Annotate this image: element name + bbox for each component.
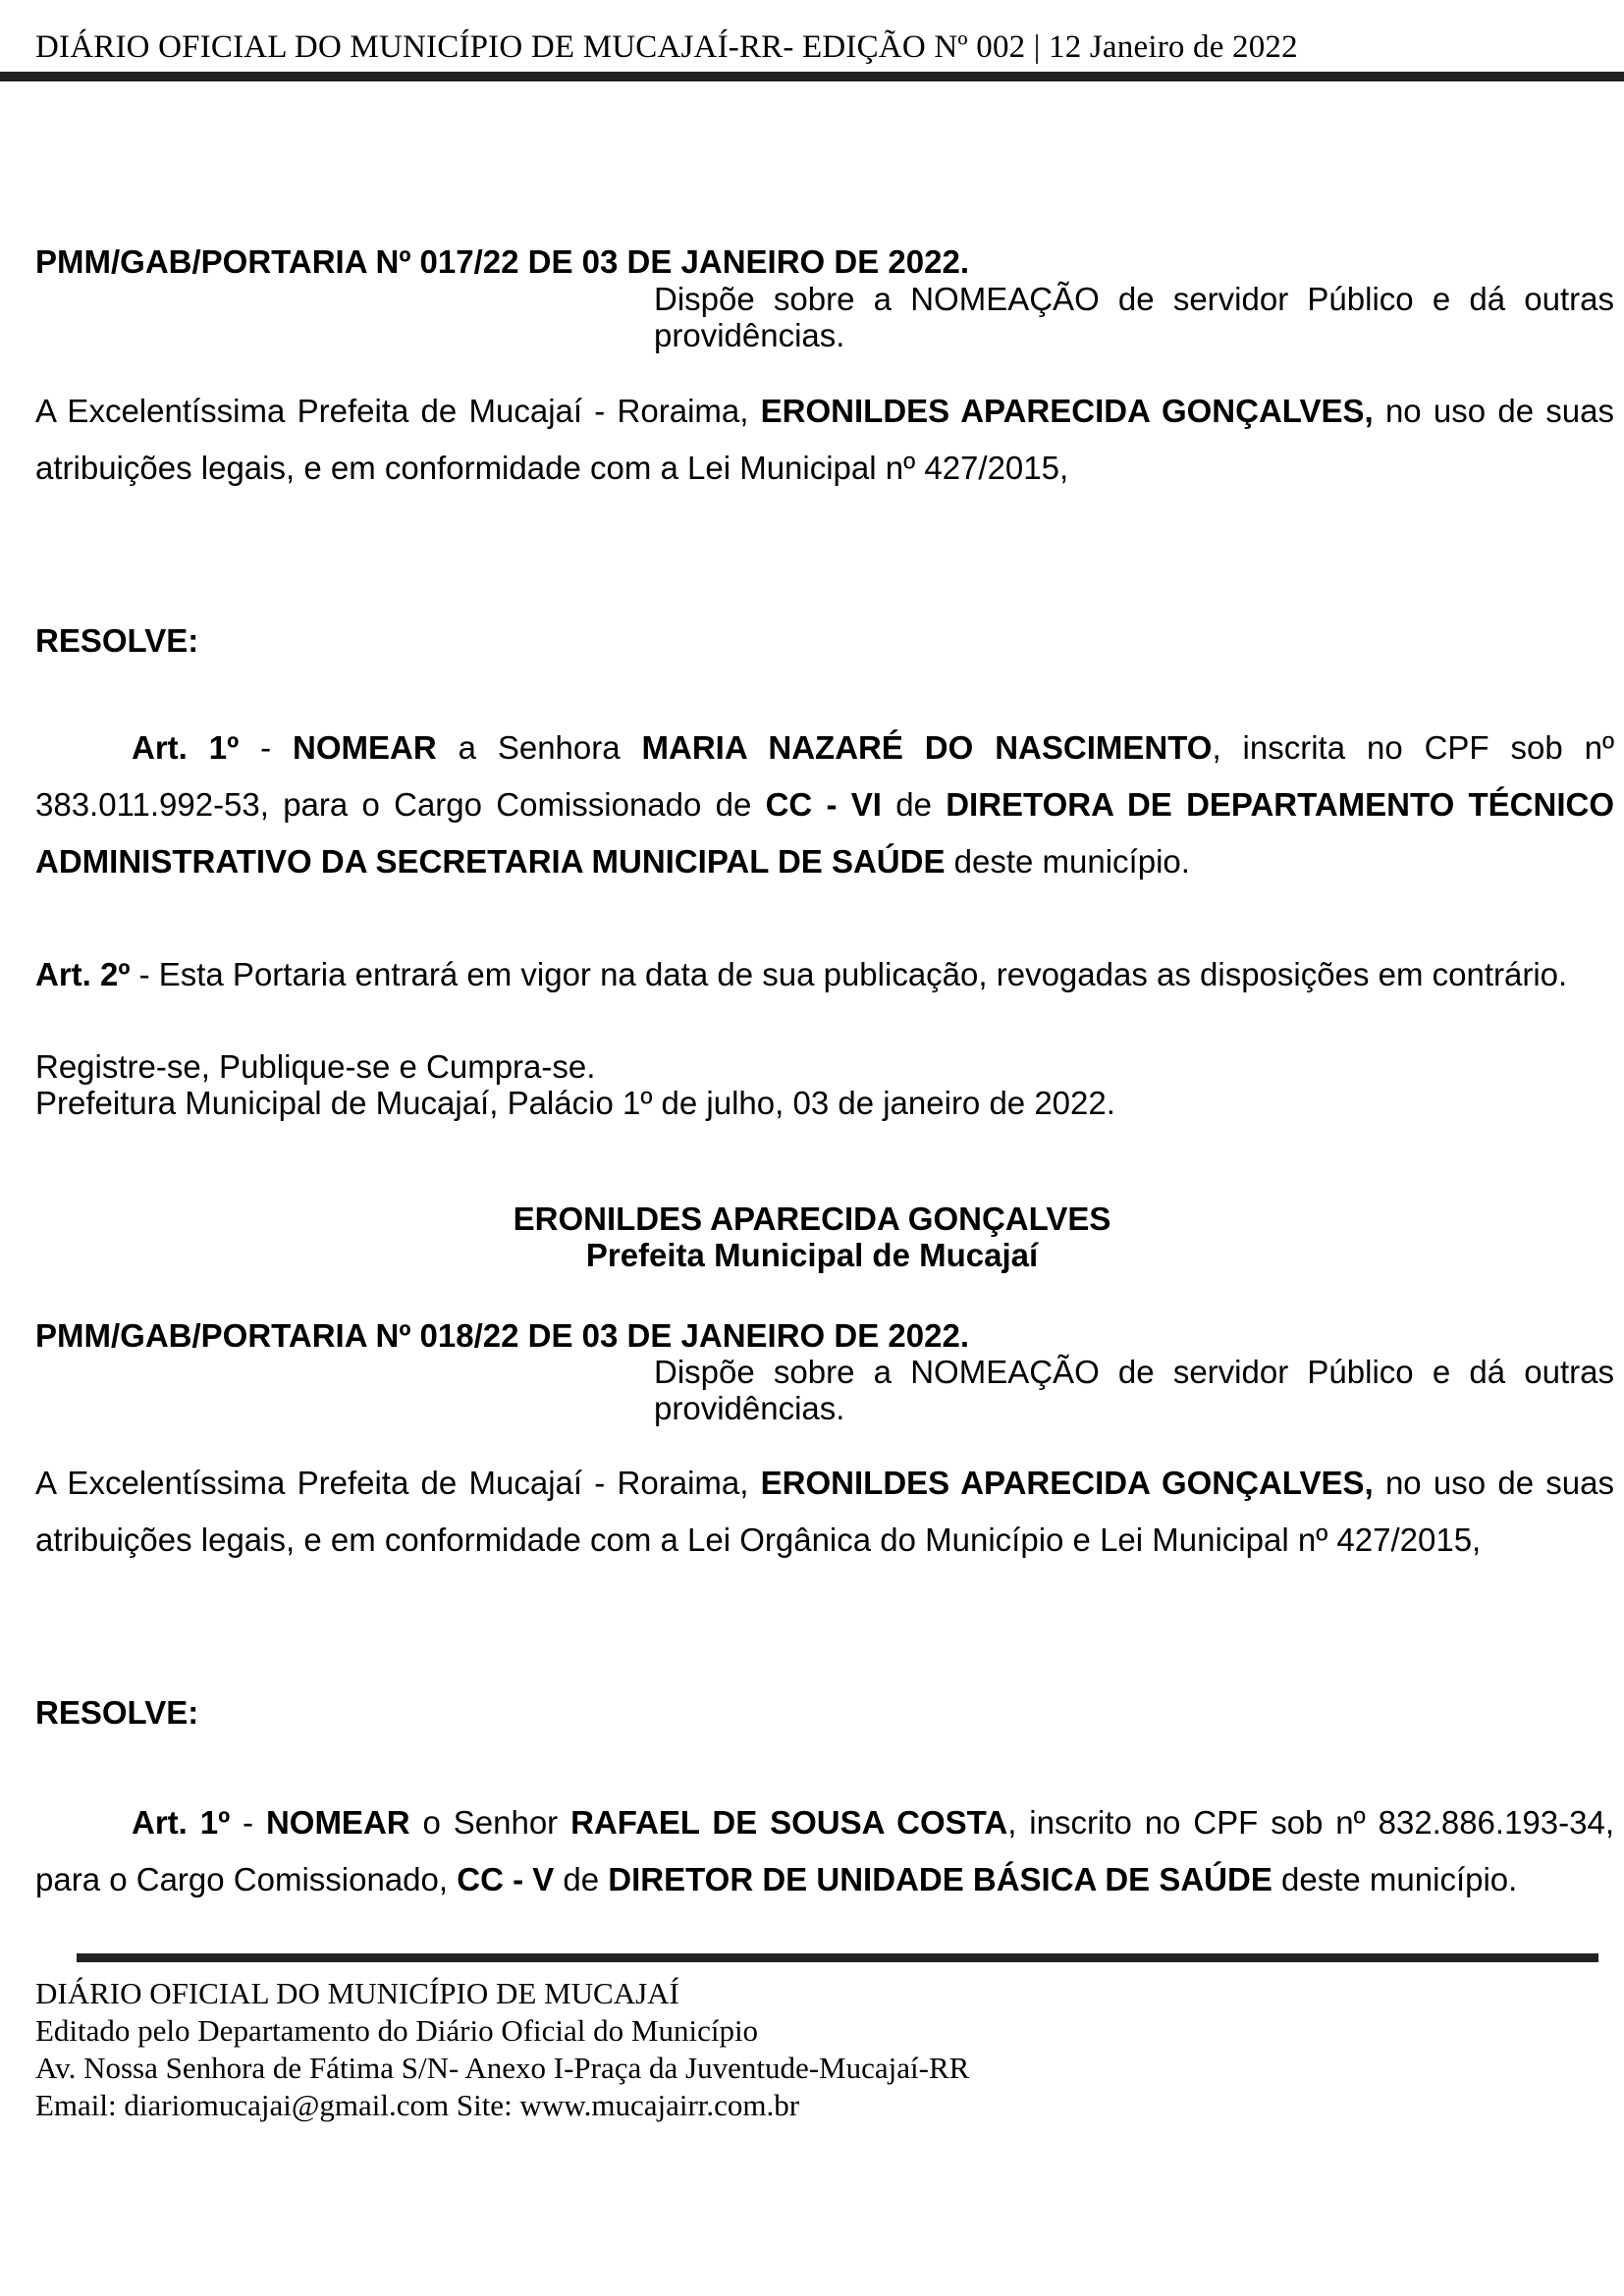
prefeita-name: ERONILDES APARECIDA GONÇALVES,: [760, 1465, 1374, 1501]
portaria-1-ementa: Dispõe sobre a NOMEAÇÃO de servidor Público e dá outras providências.: [654, 281, 1614, 353]
signature-block: [0, 1201, 1624, 1273]
portaria-2-title: PMM/GAB/PORTARIA Nº 018/22 DE 03 DE JANEIRO DE 2022.: [35, 1317, 969, 1354]
portaria-1-title: PMM/GAB/PORTARIA Nº 017/22 DE 03 DE JANEIRO DE 2022.: [35, 243, 969, 280]
footer-line-editor: Editado pelo Departamento do Diário Oficial do Município: [35, 2013, 759, 2048]
portaria-2-art1: Art. 1º - NOMEAR o Senhor RAFAEL DE SOUSA COSTA, inscrito no CPF sob nº 832.886.193-34, para o Cargo Comissionado, CC - V de DIRETOR DE UNIDADE BÁSICA DE SAÚDE deste município.: [35, 1804, 1614, 1897]
art-label: Art. 1º: [132, 1804, 231, 1841]
header-divider: [0, 72, 1624, 81]
signature-name: ERONILDES APARECIDA GONÇALVES: [513, 1201, 1111, 1237]
portaria-1-art1: Art. 1º - NOMEAR a Senhora MARIA NAZARÉ DO NASCIMENTO, inscrita no CPF sob nº 383.011.992-53, para o Cargo Comissionado de CC - VI de DIRETORA DE DEPARTAMENTO TÉCNICO ADMINISTRATIVO DA SECRETARIA MUNICIPAL DE SAÚDE deste município.: [35, 729, 1615, 880]
prefeita-name: ERONILDES APARECIDA GONÇALVES,: [760, 393, 1374, 429]
art-label: Art. 1º: [132, 729, 240, 766]
portaria-1-resolve: RESOLVE:: [35, 622, 199, 659]
signature-role: Prefeita Municipal de Mucajaí: [585, 1237, 1039, 1273]
portaria-1-closing: Registre-se, Publique-se e Cumpra-se. Prefeitura Municipal de Mucajaí, Palácio 1º de julho, 03 de janeiro de 2022.: [35, 1048, 1115, 1121]
footer-line-contact: Email: diariomucajai@gmail.com Site: www.mucajairr.com.br: [35, 2088, 800, 2122]
gazette-footer: [35, 1975, 969, 2124]
portaria-1-preamble: A Excelentíssima Prefeita de Mucajaí - Roraima, ERONILDES APARECIDA GONÇALVES, no uso de suas atribuições legais, e em conformidade com a Lei Municipal nº 427/2015,: [35, 393, 1615, 486]
appointee-name: MARIA NAZARÉ DO NASCIMENTO: [641, 729, 1213, 766]
footer-divider: [77, 1953, 1598, 1962]
portaria-2-ementa: Dispõe sobre a NOMEAÇÃO de servidor Público e dá outras providências.: [654, 1354, 1614, 1426]
appointee-name: RAFAEL DE SOUSA COSTA: [570, 1804, 1008, 1841]
portaria-2-resolve: RESOLVE:: [35, 1694, 199, 1731]
footer-line-address: Av. Nossa Senhora de Fátima S/N- Anexo I-Praça da Juventude-Mucajaí-RR: [35, 2051, 970, 2085]
portaria-1-art2: Art. 2º - Esta Portaria entrará em vigor na data de sua publicação, revogadas as disposições em contrário.: [35, 956, 1568, 992]
footer-line-title: DIÁRIO OFICIAL DO MUNICÍPIO DE MUCAJAÍ: [35, 1976, 679, 2010]
gazette-header: DIÁRIO OFICIAL DO MUNICÍPIO DE MUCAJAÍ-RR- EDIÇÃO Nº 002 | 12 Janeiro de 2022: [35, 29, 1298, 65]
portaria-2-preamble: A Excelentíssima Prefeita de Mucajaí - Roraima, ERONILDES APARECIDA GONÇALVES, no uso de suas atribuições legais, e em conformidade com a Lei Orgânica do Município e Lei Municipal nº 427/2015,: [35, 1465, 1615, 1558]
